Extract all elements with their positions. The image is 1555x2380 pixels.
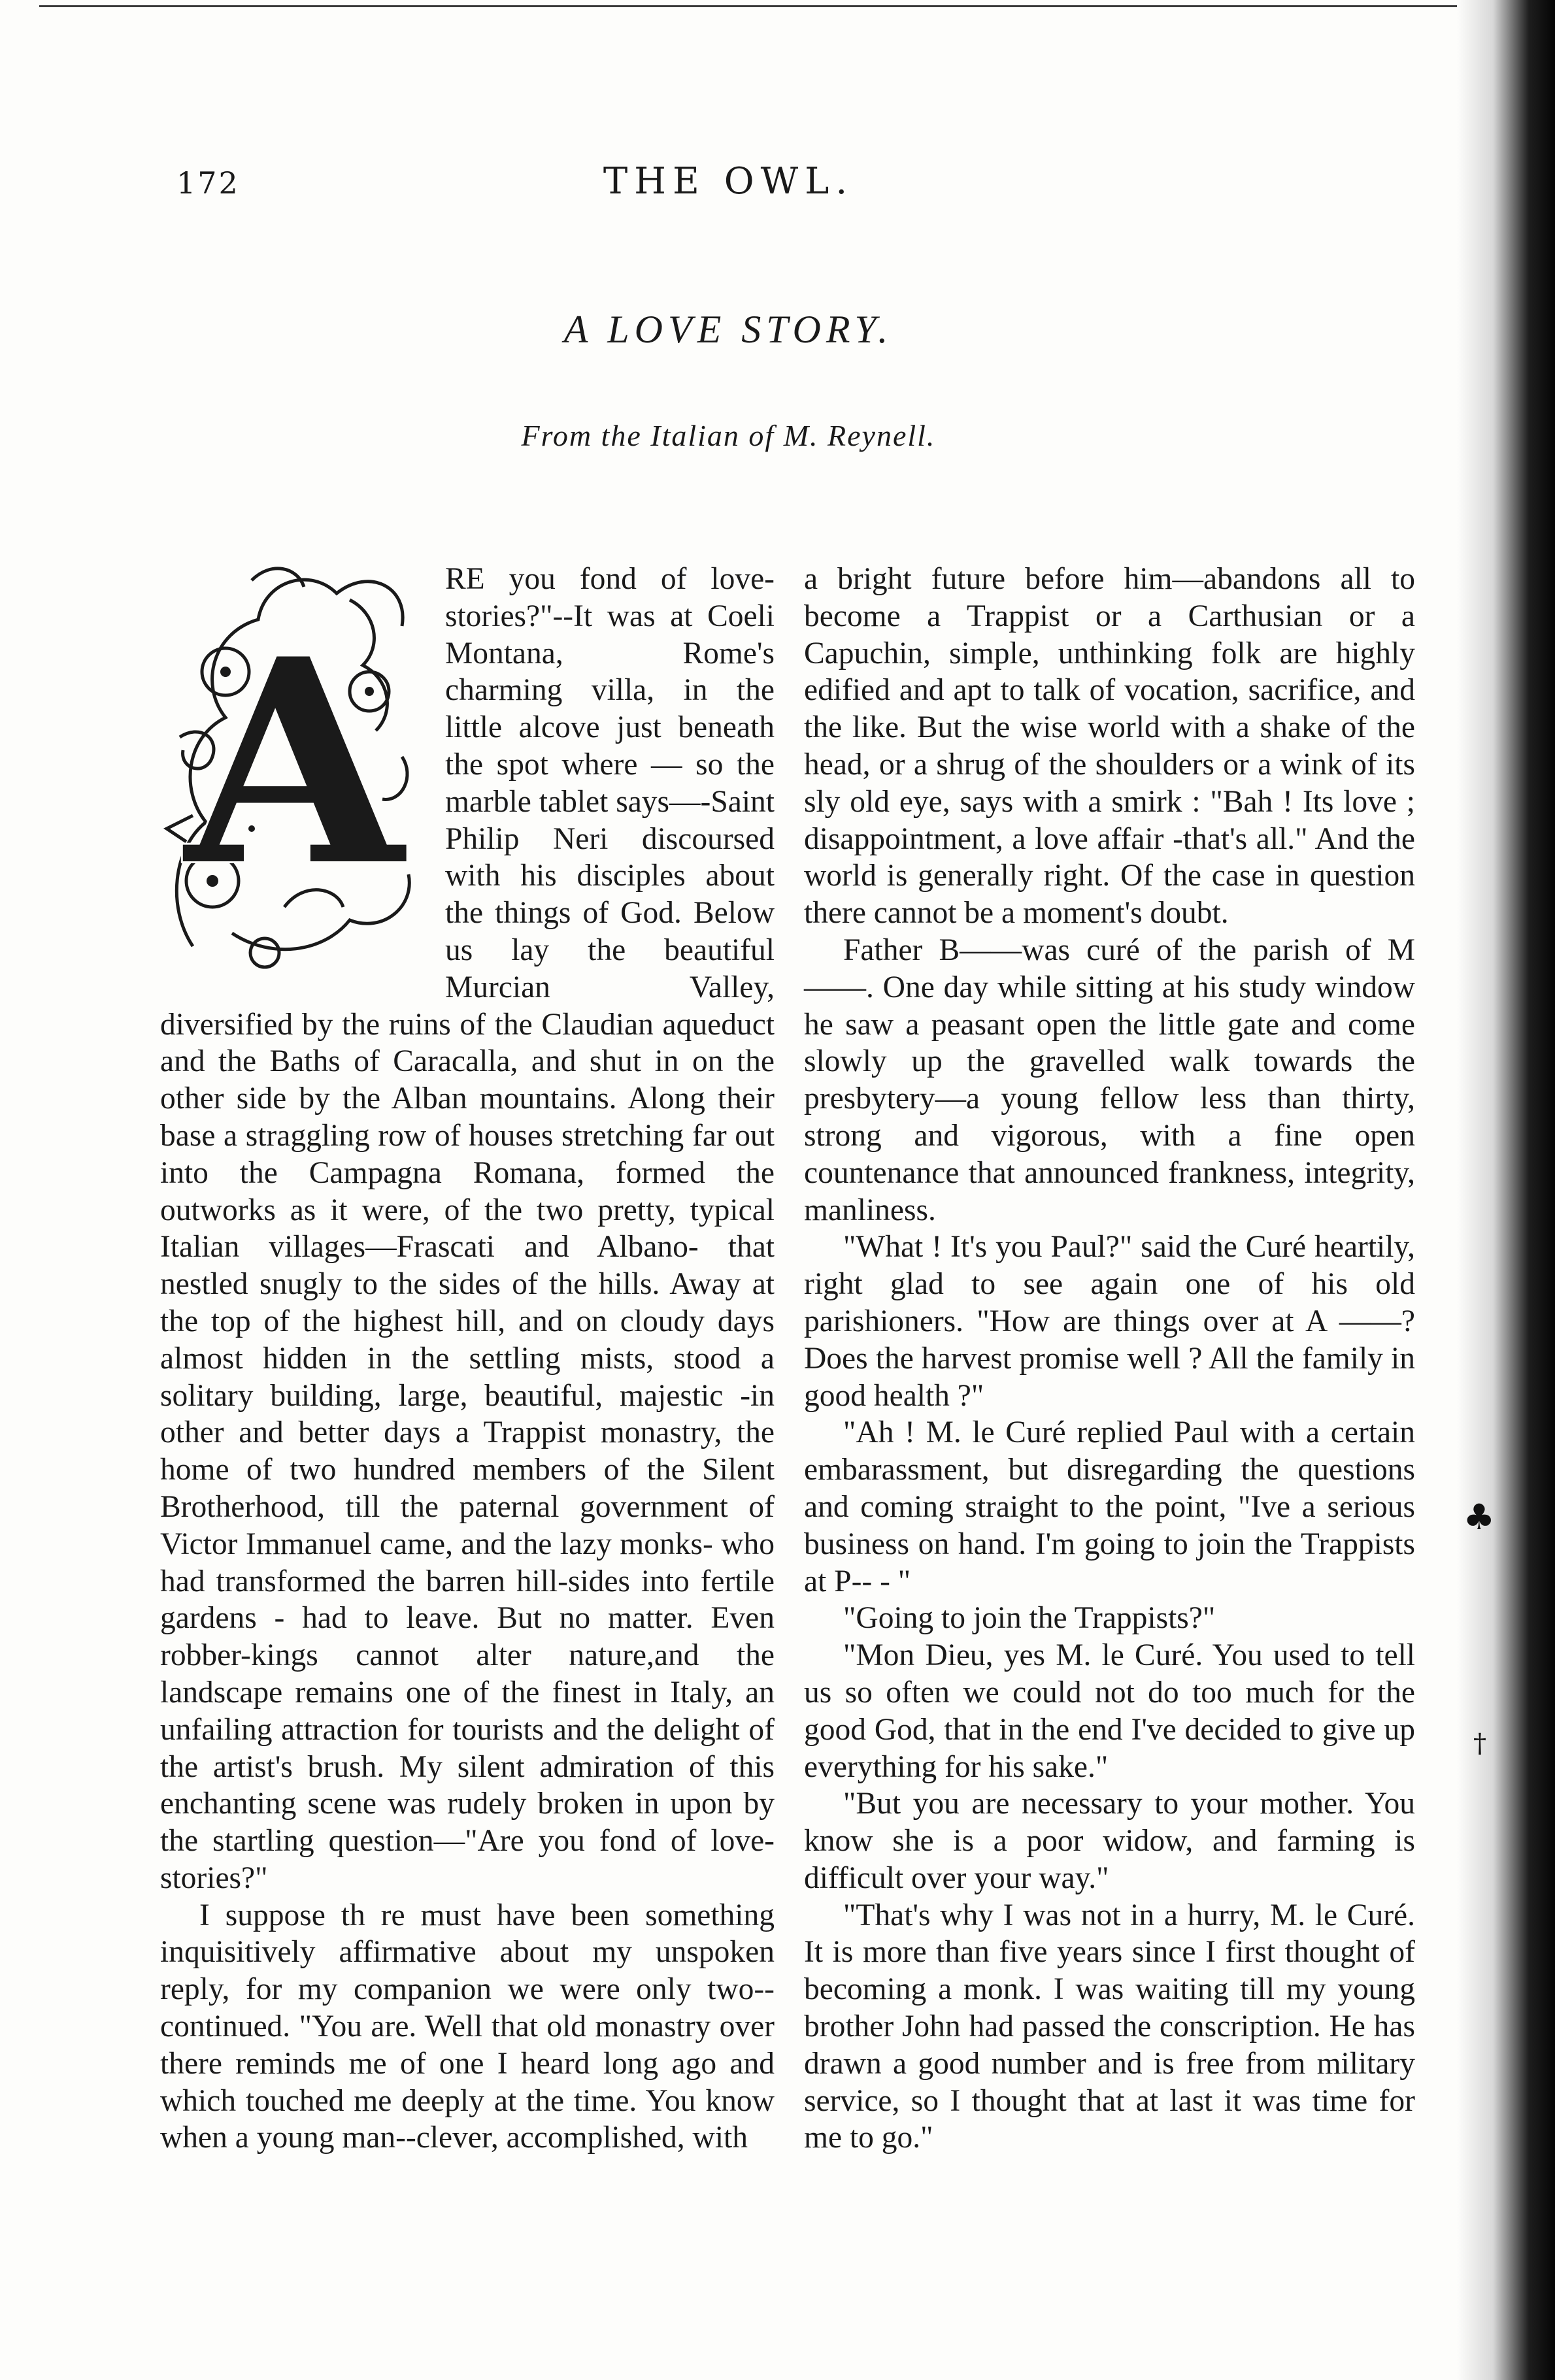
right-paragraph-3: "What ! It's you Paul?" said the Curé heartily, right glad to see again one of his old parishioners. "How are things over at A ——? Does the harvest promise well ? All the family in good health ?" (804, 1230, 1415, 1413)
ornamental-initial (154, 561, 435, 985)
scan-edge-mark: † (1473, 1728, 1486, 1759)
right-paragraph-1: a bright future before him—abandons all to become a Trappist or a Carthusian or a Capuchin, simple, unthinking folk are highly edified and apt to talk of vocation, sacrifice, and the like. But the wise world with a shake of the head, or a shrug of the shoulders or a wink of its sly old eye, says with a smirk : "Bah ! Its love ; disappointment, a love affair -that's all." And the world is generally right. Of the case in question there cannot be a moment's doubt. (804, 562, 1415, 931)
story-subtitle: From the Italian of M. Reynell. (521, 419, 936, 452)
right-paragraph-6: "Mon Dieu, yes M. le Curé. You used to tell us so often we could not do too much for the good God, that in the end I've decided to give up everything for his sake." (804, 1638, 1415, 1784)
right-paragraph-5: "Going to join the Trappists?" (843, 1601, 1216, 1636)
scan-top-rule (0, 0, 1555, 17)
right-paragraph-7: "But you are necessary to your mother. You know she is a poor widow, and farming is difficult over your way." (804, 1787, 1415, 1895)
right-paragraph-4: "Ah ! M. le Curé replied Paul with a certain embarassment, but disregarding the questions and coming straight to the point, "Ive a serious business on hand. I'm going to join the Trappists at P-- - " (804, 1415, 1415, 1598)
right-paragraph-2: Father B——was curé of the parish of M——. One day while sitting at his study window he saw a peasant open the little gate and come slowly up the gravelled walk towards the presbytery—a young fellow less than thirty, strong and vigorous, with a fine open countenance that announced frankness, integrity, manliness. (804, 933, 1415, 1227)
scan-edge-mark: ♣ (1463, 1496, 1495, 1538)
right-paragraph-8: "That's why I was not in a hurry, M. le Curé. It is more than five years since I first thought of becoming a monk. I was waiting till my young brother John had passed the conscription. He has drawn a good number and is free from military service, so I thought that at last it was time for me to go." (804, 1898, 1415, 2155)
left-paragraph-1: RE you fond of love-stories?"--It was at Coeli Montana, Rome's charming villa, in the little alcove just beneath the spot where — so the marble tablet says—-Saint Philip Neri discoursed with his disciples about the things of God. Below us lay the beautiful Murcian Valley, diversified by the ruins of the Claudian aqueduct and the Baths of Caracalla, and shut in on the other side by the Alban mountains. Along their base a straggling row of houses stretching far out into the Campagna Romana, formed the outworks as it were, of the two pretty, typical Italian villages—Frascati and Albano- that nestled snugly to the sides of the hills. Away at the top of the highest hill, and on cloudy days almost hidden in the settling mists, stood a solitary building, large, beautiful, majestic -in other and better days a Trappist monastry, the home of two hundred members of the Silent Brotherhood, till the paternal government of Victor Immanuel came, and the lazy monks- who had transformed the barren hill-sides into fertile gardens - had to leave. But no matter. Even robber-kings cannot alter nature,and the landscape remains one of the finest in Italy, an unfailing attraction for tourists and the delight of the artist's brush. My silent admiration of this enchanting scene was rudely broken in upon by the startling question—"Are you fond of love-stories?" (160, 562, 775, 1895)
right-column (804, 561, 1415, 2157)
running-head (0, 160, 1457, 212)
left-paragraph-2: I suppose th re must have been something inquisitively affirmative about my unspoken reply, for my companion we were only two--continued. "You are. Well that old monastry over there reminds me of one I heard long ago and which touched me deeply at the time. You know when a young man--clever, accomplished, with (160, 1898, 775, 2155)
drop-cap-letter: A (185, 598, 403, 928)
scan-right-edge (1457, 0, 1555, 2380)
story-title: A LOVE STORY. (563, 308, 894, 351)
page-number: 172 (176, 165, 240, 201)
journal-title: THE OWL. (603, 160, 854, 203)
left-column (160, 561, 775, 2157)
ornament-icon (154, 541, 435, 985)
